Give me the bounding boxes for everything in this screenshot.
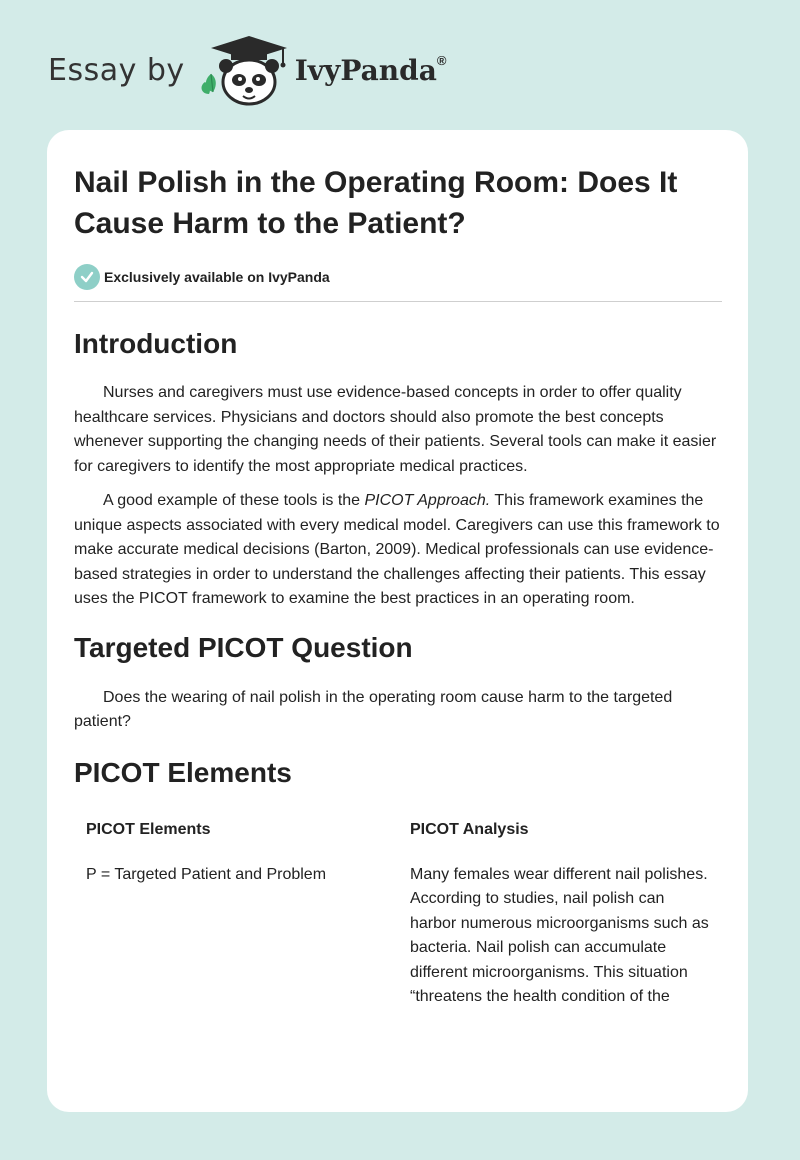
table-cell: P = Targeted Patient and Problem [86, 865, 327, 883]
table-row [74, 851, 722, 1022]
table-header-cell: PICOT Analysis [410, 820, 529, 838]
essay-by-label: Essay by [48, 52, 185, 88]
check-icon [74, 264, 100, 290]
section-heading-introduction: Introduction [74, 328, 238, 359]
paragraph: A good example of these tools is the PICOT Approach. This framework examines the unique aspects associated with every medical model. Caregivers can use this framework to make accurate medical decisions (Barton, 2009). Medical professionals can use evidence-based strategies in order to understand the challenges affecting their patients. This essay uses the PICOT framework to examine the best practices in an operating room. [74, 492, 720, 607]
table-cell: Many females wear different nail polishes. According to studies, nail polish can harbor numerous microorganisms such as bacteria. Nail polish can accumulate different microorganisms. This situation “threatens the health condition of the [410, 865, 709, 1005]
page-title: Nail Polish in the Operating Room: Does It Cause Harm to the Patient? [74, 166, 678, 240]
paragraph: Nurses and caregivers must use evidence-based concepts in order to offer quality healthcare services. Physicians and doctors should also promote the best concepts whenever supporting the changing needs of their patients. Several tools can make it easier for caregivers to identify the most appropriate medical practices. [74, 384, 717, 475]
exclusive-badge [74, 262, 722, 292]
table-header-cell: PICOT Elements [86, 820, 211, 838]
emphasis-picot-approach: PICOT Approach. [364, 492, 491, 509]
panda-graduate-icon[interactable] [199, 30, 291, 110]
table-header-row [74, 809, 722, 851]
site-header [48, 30, 446, 110]
article-card [47, 130, 748, 1112]
registered-mark: ® [436, 53, 447, 69]
divider [74, 301, 722, 302]
brand-name[interactable]: IvyPanda® [294, 53, 447, 87]
section-heading-picot-elements: PICOT Elements [74, 756, 292, 788]
picot-table [74, 809, 722, 1022]
badge-text: Exclusively available on IvyPanda [104, 269, 330, 285]
section-heading-targeted-question: Targeted PICOT Question [74, 631, 413, 663]
paragraph: Does the wearing of nail polish in the operating room cause harm to the targeted patient? [74, 688, 673, 730]
